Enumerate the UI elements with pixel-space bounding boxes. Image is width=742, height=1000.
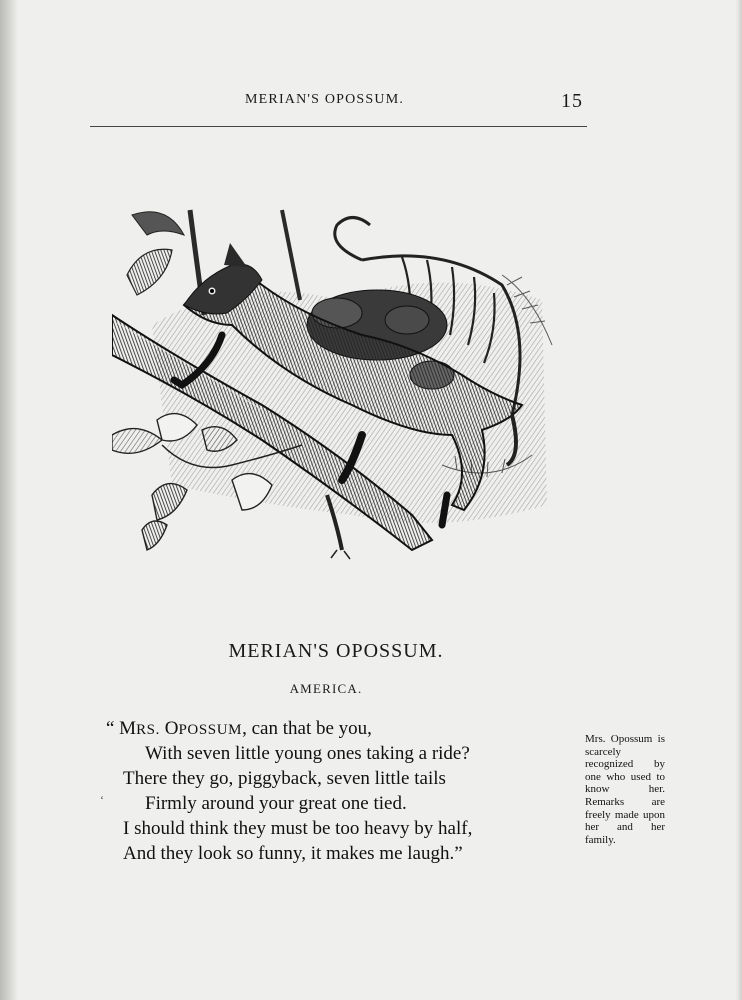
poem-line-1-rest: , can that be you, (242, 718, 372, 739)
poem-line-1 (106, 718, 372, 740)
binding-shadow (0, 0, 18, 1000)
poem-line-1-smallcaps-2: POSSUM (178, 722, 243, 738)
poem-line-1-mid: O (159, 718, 179, 739)
running-head: MERIAN'S OPOSSUM. (245, 92, 405, 107)
header-rule (90, 126, 587, 127)
poem-line-1-smallcaps-1: RS. (136, 722, 160, 738)
poem-line-5: I should think they must be too heavy by half, (123, 818, 473, 839)
poem-line-3: There they go, piggyback, seven little tails (123, 768, 446, 789)
margin-note: Mrs. Opossum is scarcely recognized by one who used to know her. Remarks are freely made upon her and her family. (585, 733, 665, 846)
poem-line-1-open: “ M (106, 718, 137, 739)
opossum-engraving (112, 205, 557, 570)
poem-line-6: And they look so funny, it makes me laugh.” (123, 843, 463, 864)
page-subtitle: AMERICA. (289, 681, 363, 696)
margin-mark: ‘ (100, 793, 104, 807)
poem-line-4: Firmly around your great one tied. (145, 793, 407, 814)
poem-line-2: With seven little young ones taking a ride? (145, 743, 470, 764)
page-number: 15 (561, 90, 583, 112)
page-title: MERIAN'S OPOSSUM. (228, 640, 444, 662)
page-edge (736, 0, 742, 1000)
